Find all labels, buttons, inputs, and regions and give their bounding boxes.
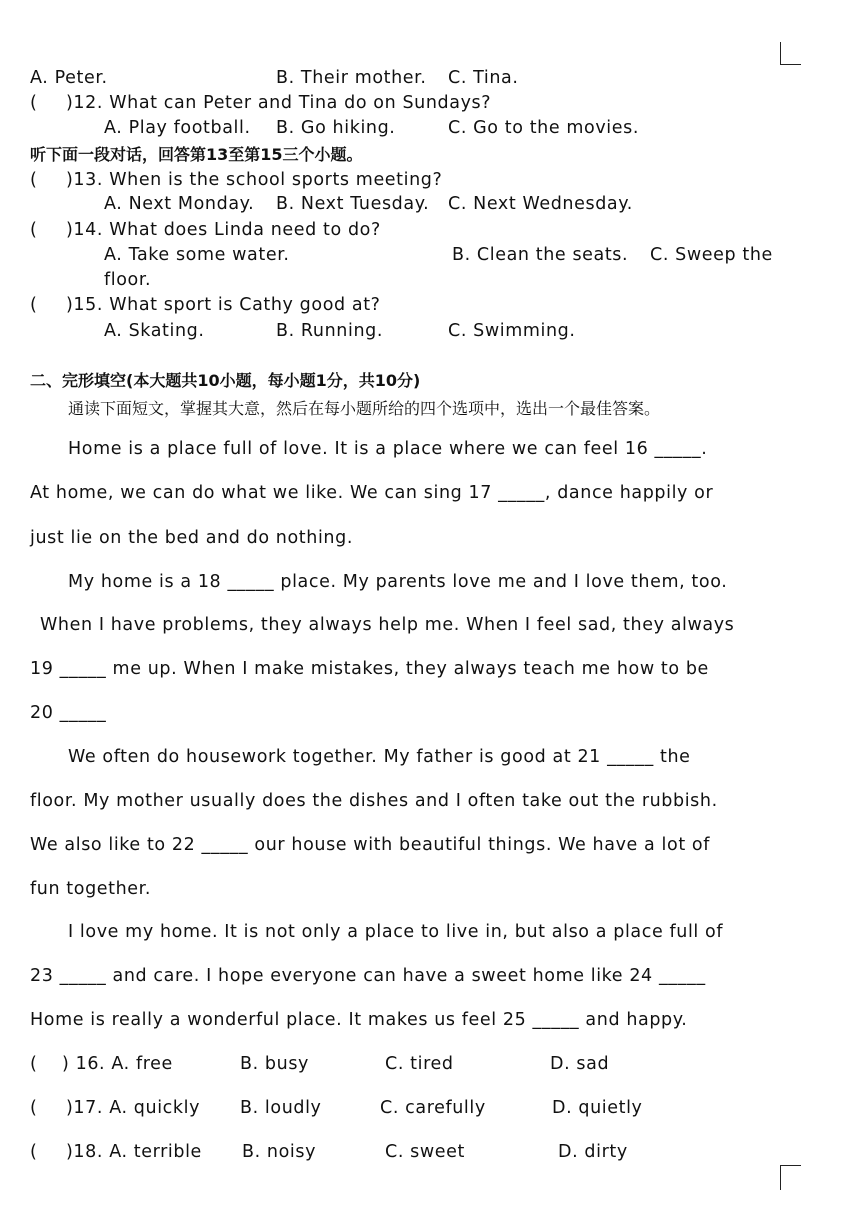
q16-option-c: C. tired xyxy=(385,1054,454,1074)
cloze-heading: 二、完形填空(本大题共10小题，每小题1分，共10分) xyxy=(30,371,421,390)
corner-crop-mark-top xyxy=(780,42,801,65)
q14-answer-bracket: ( xyxy=(30,220,38,240)
q11-option-a: A. Peter. xyxy=(30,68,108,88)
passage-line: floor. My mother usually does the dishes and I often take out the rubbish. xyxy=(30,791,718,811)
q16-option-b: B. busy xyxy=(240,1054,310,1074)
q12-option-a: A. Play football. xyxy=(104,118,251,138)
q18-option-c: C. sweet xyxy=(385,1142,465,1162)
q13-answer-bracket: ( xyxy=(30,170,38,190)
q18-option-d: D. dirty xyxy=(558,1142,628,1162)
q15-option-c: C. Swimming. xyxy=(448,321,576,341)
q14-option-a: A. Take some water. xyxy=(104,245,290,265)
cloze-direction: 通读下面短文，掌握其大意，然后在每小题所给的四个选项中，选出一个最佳答案。 xyxy=(68,399,661,418)
q17-option-a: )17. A. quickly xyxy=(66,1098,201,1118)
q18-option-b: B. noisy xyxy=(242,1142,317,1162)
q18-answer-bracket: ( xyxy=(30,1142,38,1162)
q17-option-c: C. carefully xyxy=(380,1098,486,1118)
passage-line: 19 _____ me up. When I make mistakes, they always teach me how to be xyxy=(30,659,709,679)
q16-option-a: ) 16. A. free xyxy=(62,1054,173,1074)
q15-option-a: A. Skating. xyxy=(104,321,205,341)
passage-line: Home is really a wonderful place. It makes us feel 25 _____ and happy. xyxy=(30,1010,688,1030)
corner-crop-mark-bottom xyxy=(780,1165,801,1190)
passage-line: fun together. xyxy=(30,879,152,899)
passage-line: We also like to 22 _____ our house with beautiful things. We have a lot of xyxy=(30,835,711,855)
q12-option-b: B. Go hiking. xyxy=(276,118,396,138)
passage-line: Home is a place full of love. It is a place where we can feel 16 _____. xyxy=(68,439,708,459)
passage-line: At home, we can do what we like. We can sing 17 _____, dance happily or xyxy=(30,483,714,503)
passage-line: My home is a 18 _____ place. My parents love me and I love them, too. xyxy=(68,572,728,592)
q14-option-b: B. Clean the seats. xyxy=(452,245,629,265)
listening-instruction: 听下面一段对话，回答第13至第15三个小题。 xyxy=(30,145,363,164)
q12-option-c: C. Go to the movies. xyxy=(448,118,640,138)
q15-answer-bracket: ( xyxy=(30,295,38,315)
q16-answer-bracket: ( xyxy=(30,1054,38,1074)
q13-option-c: C. Next Wednesday. xyxy=(448,194,633,214)
passage-line: I love my home. It is not only a place to live in, but also a place full of xyxy=(68,922,724,942)
q17-option-b: B. loudly xyxy=(240,1098,322,1118)
q11-option-c: C. Tina. xyxy=(448,68,519,88)
q17-answer-bracket: ( xyxy=(30,1098,38,1118)
passage-line: 20 _____ xyxy=(30,703,107,723)
passage-line: We often do housework together. My father is good at 21 _____ the xyxy=(68,747,691,767)
q13-option-a: A. Next Monday. xyxy=(104,194,255,214)
q12-stem: )12. What can Peter and Tina do on Sundays? xyxy=(66,93,492,113)
passage-line: When I have problems, they always help me. When I feel sad, they always xyxy=(40,615,735,635)
q12-answer-bracket: ( xyxy=(30,93,38,113)
passage-line: 23 _____ and care. I hope everyone can have a sweet home like 24 _____ xyxy=(30,966,706,986)
q18-option-a: )18. A. terrible xyxy=(66,1142,202,1162)
q14-option-c: C. Sweep the xyxy=(650,245,773,265)
q13-option-b: B. Next Tuesday. xyxy=(276,194,430,214)
passage-line: just lie on the bed and do nothing. xyxy=(30,528,353,548)
q14-stem: )14. What does Linda need to do? xyxy=(66,220,381,240)
q13-stem: )13. When is the school sports meeting? xyxy=(66,170,443,190)
q16-option-d: D. sad xyxy=(550,1054,610,1074)
q15-stem: )15. What sport is Cathy good at? xyxy=(66,295,381,315)
q17-option-d: D. quietly xyxy=(552,1098,643,1118)
q11-option-b: B. Their mother. xyxy=(276,68,427,88)
q15-option-b: B. Running. xyxy=(276,321,384,341)
q14-option-c-continued: floor. xyxy=(104,270,152,290)
